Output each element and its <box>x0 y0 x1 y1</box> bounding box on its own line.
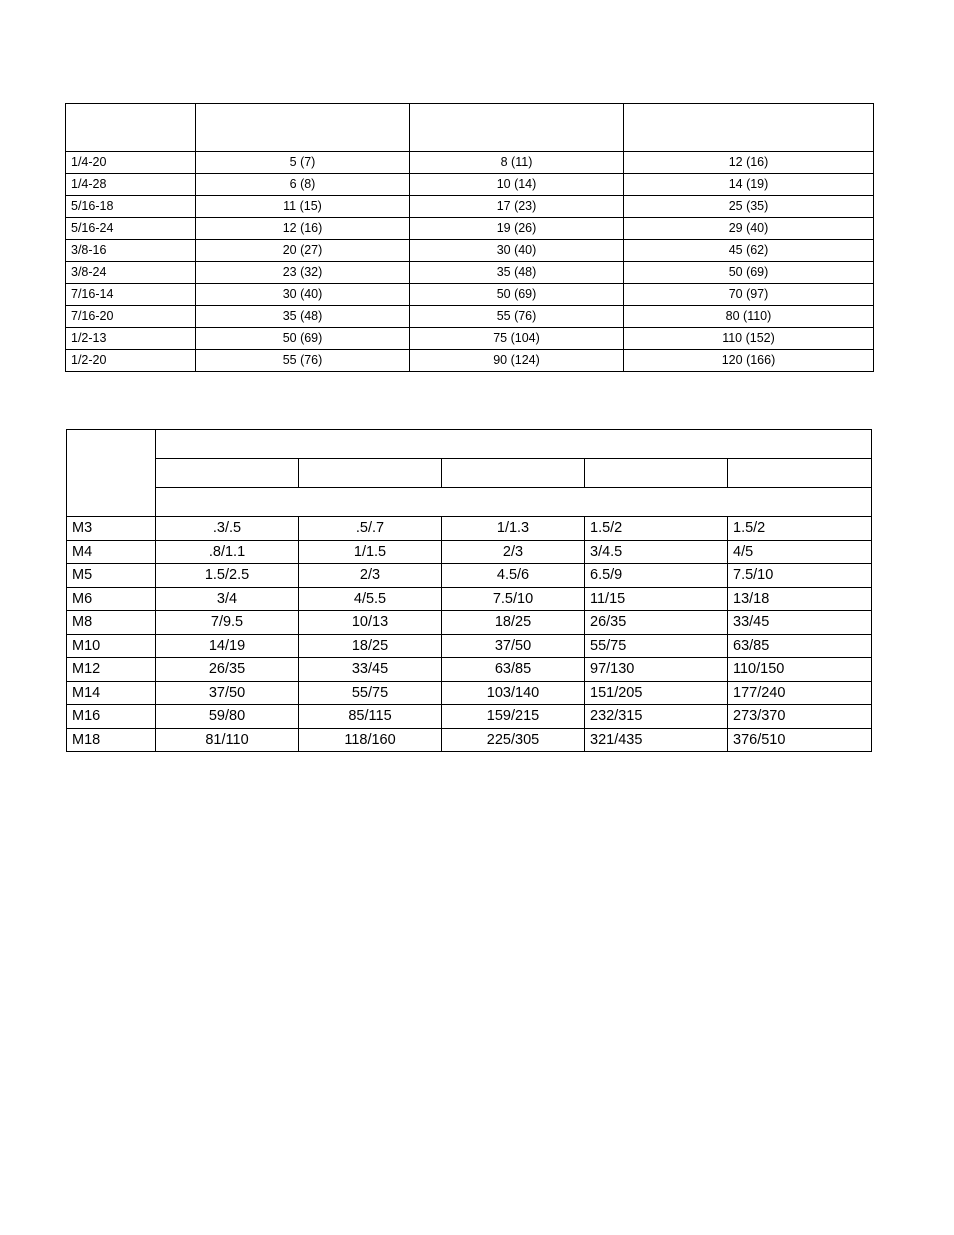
metric-header-cell-class-2 <box>299 459 442 488</box>
metric-value-cell: 55/75 <box>299 681 442 705</box>
sae-value-cell: 10 (14) <box>410 174 624 196</box>
sae-value-cell: 8 (11) <box>410 152 624 174</box>
metric-torque-table <box>66 429 872 752</box>
metric-value-cell: 85/115 <box>299 705 442 729</box>
metric-size-cell: M12 <box>67 658 156 682</box>
sae-size-cell: 3/8-16 <box>66 240 196 262</box>
sae-value-cell: 90 (124) <box>410 350 624 372</box>
metric-value-cell: 81/110 <box>156 728 299 752</box>
table-row <box>67 611 872 635</box>
metric-value-cell: 7.5/10 <box>728 564 872 588</box>
table-row <box>66 174 874 196</box>
metric-size-cell: M6 <box>67 587 156 611</box>
sae-value-cell: 20 (27) <box>196 240 410 262</box>
metric-value-cell: 10/13 <box>299 611 442 635</box>
table-row <box>67 728 872 752</box>
metric-value-cell: 4.5/6 <box>442 564 585 588</box>
sae-value-cell: 110 (152) <box>624 328 874 350</box>
metric-size-cell: M5 <box>67 564 156 588</box>
metric-header-row-3 <box>67 488 872 517</box>
table-row <box>66 262 874 284</box>
sae-value-cell: 30 (40) <box>196 284 410 306</box>
sae-value-cell: 6 (8) <box>196 174 410 196</box>
metric-value-cell: 33/45 <box>299 658 442 682</box>
sae-header-row <box>66 104 874 152</box>
sae-value-cell: 11 (15) <box>196 196 410 218</box>
metric-value-cell: 97/130 <box>585 658 728 682</box>
metric-size-cell: M10 <box>67 634 156 658</box>
sae-value-cell: 120 (166) <box>624 350 874 372</box>
table-row <box>66 152 874 174</box>
metric-value-cell: 273/370 <box>728 705 872 729</box>
sae-value-cell: 55 (76) <box>410 306 624 328</box>
metric-value-cell: 26/35 <box>156 658 299 682</box>
table-row <box>67 705 872 729</box>
sae-value-cell: 5 (7) <box>196 152 410 174</box>
metric-value-cell: 3/4 <box>156 587 299 611</box>
sae-value-cell: 80 (110) <box>624 306 874 328</box>
sae-value-cell: 14 (19) <box>624 174 874 196</box>
table-row <box>66 306 874 328</box>
metric-value-cell: .8/1.1 <box>156 540 299 564</box>
metric-value-cell: 18/25 <box>299 634 442 658</box>
metric-value-cell: 103/140 <box>442 681 585 705</box>
sae-value-cell: 12 (16) <box>196 218 410 240</box>
table-row <box>66 218 874 240</box>
metric-header-cell-class-5 <box>728 459 872 488</box>
metric-value-cell: 63/85 <box>728 634 872 658</box>
table-row <box>66 196 874 218</box>
metric-header-cell-units <box>156 488 872 517</box>
sae-value-cell: 55 (76) <box>196 350 410 372</box>
metric-header-cell-size <box>67 430 156 517</box>
metric-value-cell: 13/18 <box>728 587 872 611</box>
metric-value-cell: 2/3 <box>442 540 585 564</box>
metric-value-cell: 4/5 <box>728 540 872 564</box>
metric-value-cell: 14/19 <box>156 634 299 658</box>
sae-value-cell: 29 (40) <box>624 218 874 240</box>
metric-size-cell: M18 <box>67 728 156 752</box>
metric-value-cell: 6.5/9 <box>585 564 728 588</box>
table-row <box>67 587 872 611</box>
sae-value-cell: 30 (40) <box>410 240 624 262</box>
metric-value-cell: 26/35 <box>585 611 728 635</box>
sae-size-cell: 1/2-13 <box>66 328 196 350</box>
sae-header-cell-grade-3 <box>624 104 874 152</box>
metric-value-cell: 1.5/2 <box>728 517 872 541</box>
sae-value-cell: 23 (32) <box>196 262 410 284</box>
sae-torque-table <box>65 103 874 372</box>
sae-value-cell: 19 (26) <box>410 218 624 240</box>
metric-value-cell: 2/3 <box>299 564 442 588</box>
metric-value-cell: 1.5/2.5 <box>156 564 299 588</box>
metric-value-cell: 232/315 <box>585 705 728 729</box>
metric-size-cell: M14 <box>67 681 156 705</box>
metric-value-cell: 7.5/10 <box>442 587 585 611</box>
table-row <box>67 517 872 541</box>
metric-size-cell: M8 <box>67 611 156 635</box>
metric-value-cell: 4/5.5 <box>299 587 442 611</box>
sae-value-cell: 45 (62) <box>624 240 874 262</box>
sae-size-cell: 1/4-20 <box>66 152 196 174</box>
sae-header-cell-grade-2 <box>410 104 624 152</box>
sae-size-cell: 1/4-28 <box>66 174 196 196</box>
metric-value-cell: .3/.5 <box>156 517 299 541</box>
metric-value-cell: 321/435 <box>585 728 728 752</box>
metric-value-cell: 1.5/2 <box>585 517 728 541</box>
sae-value-cell: 35 (48) <box>196 306 410 328</box>
metric-value-cell: 37/50 <box>156 681 299 705</box>
table-row <box>67 540 872 564</box>
metric-value-cell: 3/4.5 <box>585 540 728 564</box>
metric-value-cell: 225/305 <box>442 728 585 752</box>
metric-size-cell: M16 <box>67 705 156 729</box>
metric-value-cell: 11/15 <box>585 587 728 611</box>
table-row <box>67 564 872 588</box>
sae-value-cell: 50 (69) <box>196 328 410 350</box>
table-row <box>66 284 874 306</box>
metric-value-cell: 55/75 <box>585 634 728 658</box>
metric-value-cell: 59/80 <box>156 705 299 729</box>
sae-value-cell: 75 (104) <box>410 328 624 350</box>
metric-value-cell: .5/.7 <box>299 517 442 541</box>
sae-size-cell: 7/16-20 <box>66 306 196 328</box>
metric-value-cell: 177/240 <box>728 681 872 705</box>
metric-header-cell-class-3 <box>442 459 585 488</box>
sae-size-cell: 7/16-14 <box>66 284 196 306</box>
sae-value-cell: 25 (35) <box>624 196 874 218</box>
metric-header-cell-class-1 <box>156 459 299 488</box>
sae-size-cell: 1/2-20 <box>66 350 196 372</box>
sae-size-cell: 5/16-18 <box>66 196 196 218</box>
sae-value-cell: 50 (69) <box>624 262 874 284</box>
table-row <box>67 681 872 705</box>
metric-header-cell-class-4 <box>585 459 728 488</box>
metric-header-row-1 <box>67 430 872 459</box>
metric-value-cell: 33/45 <box>728 611 872 635</box>
metric-value-cell: 37/50 <box>442 634 585 658</box>
metric-value-cell: 376/510 <box>728 728 872 752</box>
sae-value-cell: 12 (16) <box>624 152 874 174</box>
table-row <box>67 634 872 658</box>
sae-value-cell: 70 (97) <box>624 284 874 306</box>
sae-size-cell: 5/16-24 <box>66 218 196 240</box>
sae-header-cell-grade-1 <box>196 104 410 152</box>
table-row <box>67 658 872 682</box>
metric-header-cell-group <box>156 430 872 459</box>
sae-value-cell: 50 (69) <box>410 284 624 306</box>
metric-value-cell: 151/205 <box>585 681 728 705</box>
table-row <box>66 350 874 372</box>
metric-value-cell: 110/150 <box>728 658 872 682</box>
metric-size-cell: M4 <box>67 540 156 564</box>
metric-value-cell: 1/1.5 <box>299 540 442 564</box>
metric-value-cell: 7/9.5 <box>156 611 299 635</box>
metric-value-cell: 63/85 <box>442 658 585 682</box>
metric-value-cell: 18/25 <box>442 611 585 635</box>
sae-header-cell-size <box>66 104 196 152</box>
metric-header-row-2 <box>67 459 872 488</box>
sae-value-cell: 35 (48) <box>410 262 624 284</box>
table-row <box>66 328 874 350</box>
metric-value-cell: 1/1.3 <box>442 517 585 541</box>
metric-size-cell: M3 <box>67 517 156 541</box>
sae-value-cell: 17 (23) <box>410 196 624 218</box>
metric-value-cell: 159/215 <box>442 705 585 729</box>
sae-size-cell: 3/8-24 <box>66 262 196 284</box>
table-row <box>66 240 874 262</box>
metric-value-cell: 118/160 <box>299 728 442 752</box>
